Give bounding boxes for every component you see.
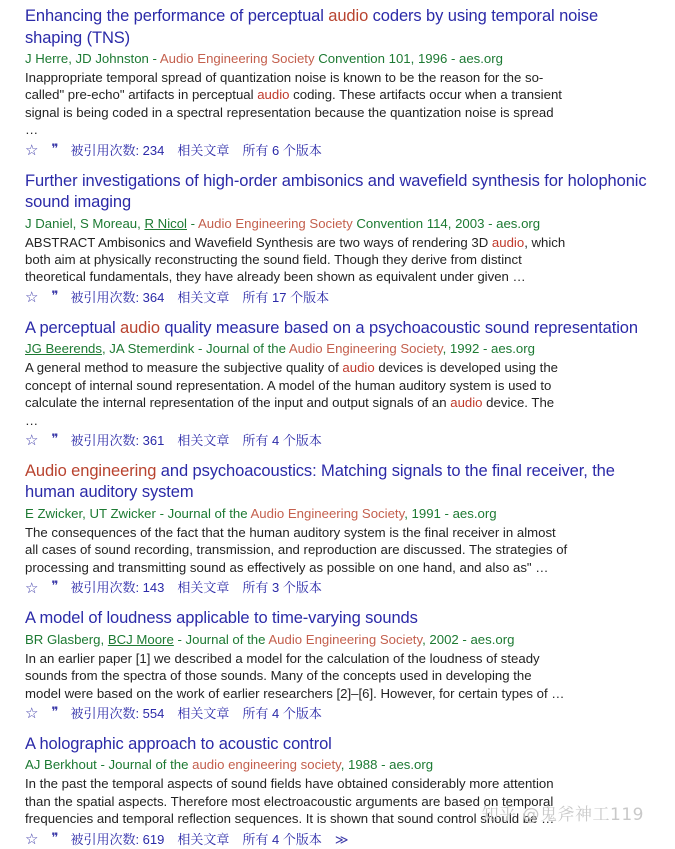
all-versions-link[interactable]: 所有 17 个版本 [242, 289, 330, 305]
text-run: ABSTRACT Ambisonics and Wavefield Synthesis are two ways of rendering 3D [25, 234, 492, 250]
search-result-item [25, 171, 650, 307]
save-star-icon[interactable]: ☆ [25, 432, 39, 450]
highlighted-term: audio engineering society [192, 757, 341, 773]
highlighted-term: audio [328, 7, 369, 25]
text-run: J Herre, JD Johnston [25, 51, 149, 66]
text-run: quality measure based on a psychoacoustic sound representation [159, 318, 638, 337]
text-run: - [186, 215, 198, 231]
author-link[interactable]: JG Beerends [25, 341, 102, 357]
result-actions-row [25, 830, 650, 849]
search-result-item [25, 608, 650, 723]
result-authors-source [25, 215, 650, 233]
related-articles-link[interactable]: 相关文章 [177, 831, 230, 847]
all-versions-link[interactable]: 所有 4 个版本 [242, 432, 322, 448]
related-articles-link[interactable]: 相关文章 [177, 142, 230, 158]
result-actions-row [25, 578, 650, 597]
search-result-item [25, 6, 650, 160]
cite-quote-icon[interactable]: ❞ [51, 431, 58, 447]
text-run: J Daniel, S Moreau, [25, 215, 145, 231]
result-authors-source [25, 340, 650, 358]
result-authors-source [25, 50, 650, 68]
all-versions-link[interactable]: 所有 4 个版本 [242, 831, 322, 847]
highlighted-term: Audio Engineering Society [250, 505, 405, 521]
result-title-link[interactable] [25, 318, 650, 340]
cited-by-link[interactable]: 被引用次数: 361 [70, 432, 165, 448]
highlighted-term: Audio Engineering Society [288, 341, 443, 357]
all-versions-link[interactable]: 所有 3 个版本 [242, 580, 322, 596]
related-articles-link[interactable]: 相关文章 [177, 432, 230, 448]
related-articles-link[interactable]: 相关文章 [177, 580, 230, 596]
related-articles-link[interactable]: 相关文章 [177, 289, 230, 305]
highlighted-term: Audio engineering [25, 461, 157, 480]
result-snippet [25, 69, 570, 139]
cited-by-link[interactable]: 被引用次数: 364 [70, 289, 165, 305]
cited-by-link[interactable]: 被引用次数: 234 [70, 142, 165, 158]
text-run: , 1988 - aes.org [340, 757, 434, 773]
text-run: A general method to measure the subjective quality of [25, 360, 343, 376]
text-run: devices is developed using the concept of internal sound representation. A model of the human auditory system is used to calculate the internal representation of the input and output signals of an [25, 360, 558, 411]
text-run: - [148, 51, 160, 66]
all-versions-link[interactable]: 所有 6 个版本 [242, 142, 322, 158]
text-run: E Zwicker, UT Zwicker - Journal of the [25, 505, 251, 521]
highlighted-term: audio [257, 87, 290, 103]
cited-by-link[interactable]: 被引用次数: 619 [70, 831, 165, 847]
result-actions-row [25, 141, 650, 160]
text-run: The consequences of the fact that the human auditory system is the final receiver in almost all cases of sound recording, transmission, and reproduction are discussed. The strategies of processing and transmitting sound as effectively as possible on one hand, and also as" … [25, 524, 568, 575]
result-actions-row [25, 288, 650, 307]
result-snippet [25, 524, 570, 576]
result-title-link[interactable] [25, 171, 650, 214]
text-run: , 1992 - aes.org [442, 341, 535, 357]
text-run: , JA Stemerdink - Journal of the [101, 341, 289, 357]
text-run: coding. These artifacts occur when a transient signal is being coded in a spectral representation because the quantization noise is spread … [25, 87, 562, 138]
text-run: BR Glasberg, [25, 631, 108, 647]
highlighted-term: audio [120, 318, 160, 337]
text-run: In the past the temporal aspects of sound fields have obtained considerably more attention than the spatial aspects. Therefore most electroacoustic arguments are based on temporal frequencies and temporal reflection sequences. It is shown that sound control should be … [25, 776, 555, 827]
cite-quote-icon[interactable]: ❞ [51, 288, 58, 304]
text-run: A perceptual [25, 318, 121, 337]
result-authors-source [25, 631, 650, 649]
text-run: - Journal of the [173, 631, 269, 647]
text-run: Convention 114, 2003 - aes.org [352, 215, 541, 231]
text-run: A model of loudness applicable to time-varying sounds [25, 609, 418, 628]
cite-quote-icon[interactable]: ❞ [51, 830, 58, 846]
result-snippet [25, 234, 570, 286]
cite-quote-icon[interactable]: ❞ [51, 579, 58, 595]
cite-quote-icon[interactable]: ❞ [51, 704, 58, 720]
save-star-icon[interactable]: ☆ [25, 142, 39, 160]
text-run: Further investigations of high-order ambisonics and wavefield synthesis for holophonic sound imaging [25, 171, 647, 212]
all-versions-link[interactable]: 所有 4 个版本 [242, 705, 322, 721]
related-articles-link[interactable]: 相关文章 [177, 705, 230, 721]
highlighted-term: audio [491, 234, 525, 250]
result-actions-row [25, 704, 650, 723]
result-snippet [25, 775, 570, 827]
result-snippet [25, 650, 570, 702]
text-run: device. The … [25, 395, 555, 428]
result-authors-source [25, 756, 650, 774]
highlighted-term: Audio Engineering Society [268, 631, 423, 647]
highlighted-term: audio [342, 360, 375, 376]
text-run: , which both aim at physically reconstructing the sound field. Though they derive from distinct theoretical fundamentals, they have already been shown as equivalent under given … [25, 234, 566, 285]
text-run: In an earlier paper [1] we described a model for the calculation of the loudness of steady sounds from the spectra of those sounds. Many of the concepts used in developing the model were based on the work of earlier researchers [2]–[6]. However, for certain types of … [25, 650, 565, 701]
more-options-icon[interactable]: ≫ [334, 831, 348, 847]
result-title-link[interactable] [25, 734, 650, 756]
save-star-icon[interactable]: ☆ [25, 579, 39, 597]
author-link[interactable]: BCJ Moore [107, 631, 174, 647]
search-result-item [25, 734, 650, 849]
text-run: Inappropriate temporal spread of quantization noise is known to be the reason for the so-called" pre-echo" artifacts in perceptual [25, 70, 544, 103]
text-run: , 2002 - aes.org [422, 631, 515, 647]
cited-by-link[interactable]: 被引用次数: 143 [70, 580, 165, 596]
author-link[interactable]: R Nicol [144, 215, 187, 231]
cite-quote-icon[interactable]: ❞ [51, 141, 58, 157]
text-run: AJ Berkhout - Journal of the [25, 757, 193, 773]
save-star-icon[interactable]: ☆ [25, 831, 39, 849]
text-run: A holographic approach to acoustic control [25, 734, 332, 753]
cited-by-link[interactable]: 被引用次数: 554 [70, 705, 165, 721]
text-run: , 1991 - aes.org [404, 505, 497, 521]
result-title-link[interactable] [25, 461, 650, 504]
search-result-item [25, 461, 650, 597]
text-run: Enhancing the performance of perceptual [25, 7, 329, 25]
result-snippet [25, 359, 570, 429]
result-actions-row [25, 431, 650, 450]
text-run: Convention 101, 1996 - aes.org [314, 51, 503, 66]
highlighted-term: audio [450, 395, 483, 411]
result-title-link[interactable] [25, 608, 650, 630]
save-star-icon[interactable]: ☆ [25, 705, 39, 723]
result-authors-source [25, 505, 650, 523]
highlighted-term: Audio Engineering Society [197, 215, 353, 231]
highlighted-term: Audio Engineering Society [159, 51, 315, 66]
zhihu-watermark: 知乎 @鬼斧神工119 [481, 804, 644, 825]
text-run: coders by using temporal noise shaping (TNS) [25, 7, 599, 47]
save-star-icon[interactable]: ☆ [25, 289, 39, 307]
text-run: and psychoacoustics: Matching signals to the final receiver, the human auditory system [25, 461, 615, 502]
result-title-link[interactable] [25, 6, 650, 49]
search-result-item [25, 318, 650, 450]
